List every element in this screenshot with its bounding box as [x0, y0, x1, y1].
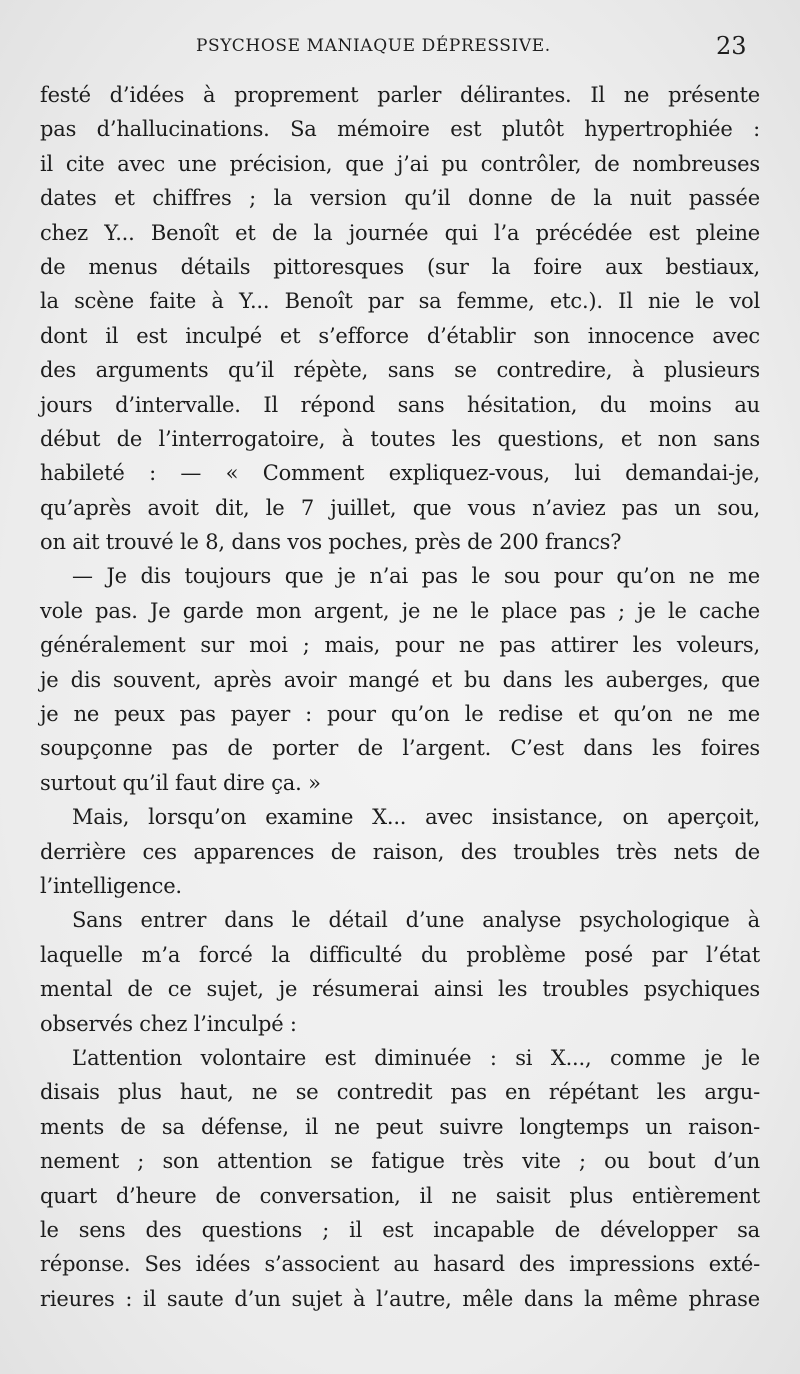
text-line: je ne peux pas payer : pour qu’on le redise et qu’on ne me [40, 702, 760, 727]
text-line: l’intelligence. [40, 873, 182, 898]
text-line: quart d’heure de conversation, il ne saisit plus entièrement [40, 1183, 760, 1208]
body-text [40, 78, 760, 1316]
text-line: vole pas. Je garde mon argent, je ne le place pas ; je le cache [40, 598, 760, 623]
text-line: L’attention volontaire est diminuée : si X..., comme je le [72, 1045, 760, 1070]
text-line: rieures : il saute d’un sujet à l’autre, mêle dans la même phrase [40, 1286, 760, 1311]
text-line: dates et chiffres ; la version qu’il donne de la nuit passée [40, 186, 760, 211]
text-line: des arguments qu’il répète, sans se contredire, à plusieurs [40, 358, 760, 383]
text-line: observés chez l’inculpé : [40, 1011, 297, 1036]
text-line: de menus détails pittoresques (sur la foire aux bestiaux, [40, 254, 760, 279]
text-line: pas d’hallucinations. Sa mémoire est plutôt hypertrophiée : [40, 117, 760, 142]
text-line: jours d’intervalle. Il répond sans hésitation, du moins au [40, 392, 760, 417]
text-line: festé d’idées à proprement parler délirantes. Il ne présente [40, 83, 760, 107]
text-line: qu’après avoit dit, le 7 juillet, que vous n’aviez pas un sou, [40, 495, 760, 520]
text-line: début de l’interrogatoire, à toutes les questions, et non sans [40, 426, 760, 451]
text-line: disais plus haut, ne se contredit pas en répétant les argu- [40, 1080, 760, 1105]
text-line: surtout qu’il faut dire ça. » [40, 770, 321, 795]
text-line: réponse. Ses idées s’associent au hasard des impressions exté- [40, 1252, 760, 1277]
text-line: nement ; son attention se fatigue très vite ; ou bout d’un [40, 1149, 760, 1174]
text-line: il cite avec une précision, que j’ai pu contrôler, de nombreuses [40, 151, 760, 176]
text-line: soupçonne pas de porter de l’argent. C’est dans les foires [40, 736, 760, 761]
text-line: laquelle m’a forcé la difficulté du problème posé par l’état [40, 942, 760, 967]
text-line: habileté : — « Comment expliquez-vous, lui demandai-je, [40, 461, 760, 486]
text-line: derrière ces apparences de raison, des troubles très nets de [40, 839, 760, 864]
text-line: dont il est inculpé et s’efforce d’établir son innocence avec [40, 323, 760, 348]
running-title: PSYCHOSE MANIAQUE DÉPRESSIVE. [196, 36, 551, 56]
text-line: ments de sa défense, il ne peut suivre longtemps un raison- [40, 1114, 760, 1139]
text-line: mental de ce sujet, je résumerai ainsi les troubles psychiques [40, 977, 760, 1002]
page-number: 23 [716, 32, 747, 60]
text-line: — Je dis toujours que je n’ai pas le sou pour qu’on ne me [72, 564, 760, 589]
running-head [0, 34, 800, 64]
text-line: chez Y... Benoît et de la journée qui l’a précédée est pleine [40, 220, 760, 245]
text-line: généralement sur moi ; mais, pour ne pas attirer les voleurs, [40, 633, 760, 658]
text-line: je dis souvent, après avoir mangé et bu dans les auberges, que [40, 667, 760, 692]
text-line: on ait trouvé le 8, dans vos poches, près de 200 francs? [40, 530, 622, 555]
text-line: Sans entrer dans le détail d’une analyse psychologique à [72, 908, 760, 933]
text-line: Mais, lorsqu’on examine X... avec insistance, on aperçoit, [72, 805, 760, 830]
text-line: la scène faite à Y... Benoît par sa femme, etc.). Il nie le vol [40, 289, 760, 314]
text-line: le sens des questions ; il est incapable de développer sa [40, 1217, 760, 1242]
